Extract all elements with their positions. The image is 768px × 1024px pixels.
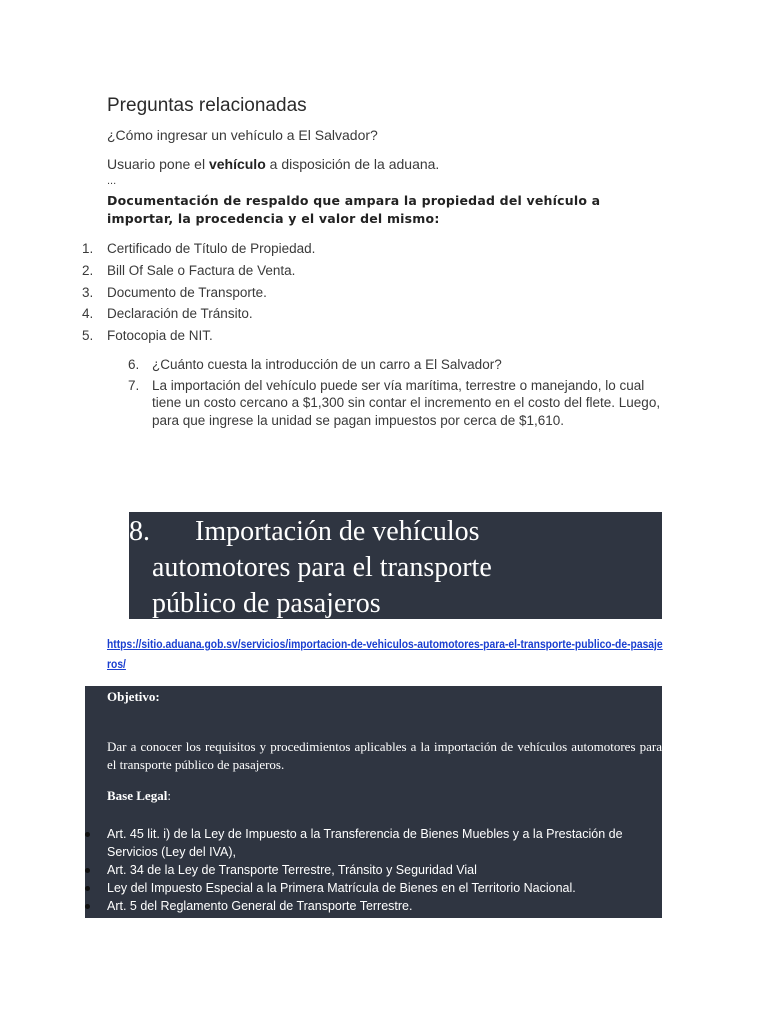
list-item-text: Fotocopia de NIT. [107,328,213,344]
list-item-text: Bill Of Sale o Factura de Venta. [107,262,296,278]
list-item [82,303,315,325]
bullet-icon [85,832,90,837]
list-item [0,825,647,861]
list-item [82,325,315,347]
section-title-banner [129,512,662,619]
list-number: 7. [128,377,140,393]
documents-title: Documentación de respaldo que ampara la propiedad del vehículo a importar, la procedencia y el valor del mismo: [107,193,601,226]
ellipsis: ... [107,175,117,187]
list-item-text: Documento de Transporte. [107,284,267,300]
section-title-line: público de pasajeros [152,588,381,619]
list-number: 5. [82,328,94,344]
list-item-text: Art. 5 del Reglamento General de Transporte Terrestre. [107,899,413,913]
answer-text-after: a disposición de la aduana. [265,156,440,172]
list-item-text: ¿Cuánto cuesta la introducción de un carro a El Salvador? [152,357,502,372]
section-title-line: automotores para el transporte [152,552,492,583]
list-item [128,377,668,430]
list-item [82,282,315,304]
list-item-text: Art. 45 lit. i) de la Ley de Impuesto a la Transferencia de Bienes Muebles y a la Prestación de Servicios (Ley del IVA), [107,827,623,859]
section-title-line: Importación de vehículos [195,516,480,547]
list-number: 3. [82,284,94,300]
related-question: ¿Cómo ingresar un vehículo a El Salvador? [107,127,378,143]
bullet-icon [85,904,90,909]
legal-basis-colon: : [167,788,171,803]
list-item-text: Art. 34 de la Ley de Transporte Terrestre, Tránsito y Seguridad Vial [107,863,477,877]
answer-text-before: Usuario pone el [107,156,209,172]
section-url-link[interactable]: https://sitio.aduana.gob.sv/servicios/importacion-de-vehiculos-automotores-para-el-transporte-publico-de-pasajeros/ [107,637,663,671]
list-item [128,356,668,374]
list-number: 2. [82,262,94,278]
list-item-text: Ley del Impuesto Especial a la Primera Matrícula de Bienes en el Territorio Nacional. [107,881,576,895]
objective-text: Dar a conocer los requisitos y procedimientos aplicables a la importación de vehículos automotores para el transporte público de pasajeros. [107,739,662,772]
related-answer [107,156,439,172]
list-item [82,238,315,260]
list-number: 4. [82,306,94,322]
legal-basis-title: Base Legal [107,788,168,803]
section-number: 8. [129,516,150,547]
related-questions-heading: Preguntas relacionadas [107,95,307,116]
list-item [0,861,647,879]
more-questions-list [128,356,668,432]
list-item-text: Certificado de Título de Propiedad. [107,241,316,256]
answer-bold-term: vehículo [208,156,266,172]
bullet-icon [85,868,90,873]
legal-basis-label [107,788,171,804]
documents-list [82,238,315,347]
bullet-icon [85,886,90,891]
list-item [0,879,647,897]
list-number: 1. [82,241,94,256]
list-item [82,260,315,282]
list-item-text: La importación del vehículo puede ser vía marítima, terrestre o manejando, lo cual tiene un costo cercano a $1,300 sin contar el incremento en el costo del flete. Luego, para que ingrese la unidad se pagan impuestos por cerca de $1,610. [152,377,661,428]
list-item [0,897,647,915]
list-number: 6. [128,357,140,372]
list-item-text: Declaración de Tránsito. [107,306,253,322]
legal-basis-list [0,825,680,915]
objective-label: Objetivo: [107,689,160,704]
